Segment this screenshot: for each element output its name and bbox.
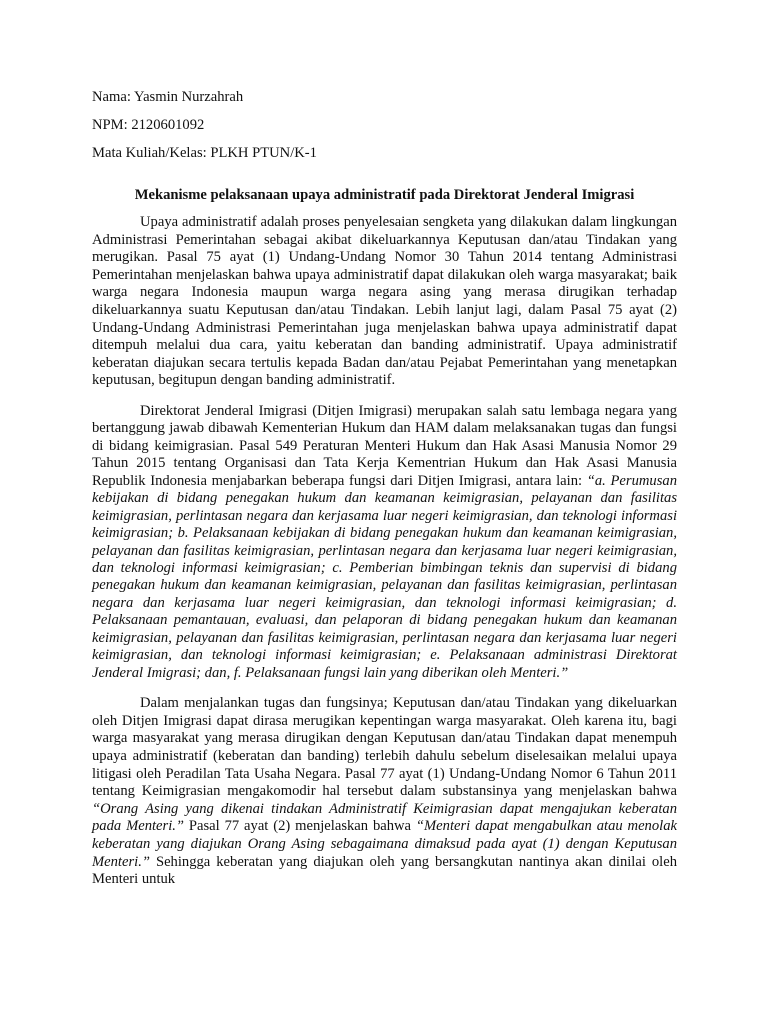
course-class: Mata Kuliah/Kelas: PLKH PTUN/K-1 bbox=[92, 145, 317, 161]
text-run: Sehingga keberatan yang diajukan oleh yang bersangkutan nantinya akan dinilai oleh Menteri untuk bbox=[92, 853, 677, 888]
paragraph-3 bbox=[92, 695, 677, 889]
text-run: Upaya administratif adalah proses penyelesaian sengketa yang dilakukan dalam lingkungan Administrasi Pemerintahan sebagai akibat dikeluarkannya Keputusan dan/atau Tindakan yang merugikan. Pasal 75 ayat (1) Undang-Undang Nomor 30 Tahun 2014 tentang Administrasi Pemerintahan menjelaskan bahwa upaya administratif dapat dilakukan oleh warga masyarakat; baik warga negara Indonesia maupun warga negara asing yang merasa dirugikan terhadap dikeluarkannya suatu Keputusan dan/atau Tindakan. Lebih lanjut lagi, dalam Pasal 75 ayat (2) Undang-Undang Administrasi Pemerintahan juga menjelaskan bahwa upaya administratif dapat ditempuh melalui dua cara, yaitu keberatan dan banding administratif. Upaya administratif keberatan diajukan secara tertulis kepada Badan dan/atau Pejabat Pemerintahan yang menetapkan keputusan, begitupun dengan banding administratif. bbox=[92, 214, 677, 389]
student-name: Nama: Yasmin Nurzahrah bbox=[92, 89, 244, 105]
italic-quote-run: “Menteri dapat mengabulkan atau menolak keberatan yang diajukan Orang Asing sebagaimana dimaksud pada ayat (1) dengan Keputusan Menteri.” bbox=[92, 818, 677, 870]
text-run: Dalam menjalankan tugas dan fungsinya; Keputusan dan/atau Tindakan yang dikeluarkan oleh Ditjen Imigrasi dapat dirasa merugikan kepentingan warga masyarakat. Oleh karena itu, bagi warga masyarakat yang merasa dirugikan dengan Keputusan dan/atau Tindakan dapat menempuh upaya administratif (keberatan dan banding) terlebih dahulu sebelum diselesaikan melalui upaya litigasi oleh Peradilan Tata Usaha Negara. Pasal 77 ayat (1) Undang-Undang Nomor 6 Tahun 2011 tentang Keimigrasian mengakomodir hal tersebut dalam substansinya yang menjelaskan bahwa bbox=[92, 695, 677, 800]
italic-quote-run: “a. Perumusan kebijakan di bidang penegakan hukum dan keamanan keimigrasian, pelayanan dan fasilitas keimigrasian, perlintasan negara dan kerjasama luar negeri keimigrasian, dan teknologi informasi keimigrasian; b. Pelaksanaan kebijakan di bidang penegakan hukum dan keamanan keimigrasian, pelayanan dan fasilitas keimigrasian, perlintasan negara dan kerjasama luar negeri keimigrasian, dan teknologi informasi keimigrasian; c. Pemberian bimbingan teknis dan supervisi di bidang penegakan hukum dan keamanan keimigrasian, pelayanan dan fasilitas keimigrasian, perlintasan negara dan kerjasama luar negeri keimigrasian, dan teknologi informasi keimigrasian; d. Pelaksanaan pemantauan, evaluasi, dan pelaporan di bidang penegakan hukum dan keamanan keimigrasian, pelayanan dan fasilitas keimigrasian, perlintasan negara dan kerjasama luar negeri keimigrasian, dan teknologi informasi keimigrasian; e. Pelaksanaan administrasi Direktorat Jenderal Imigrasi; dan, f. Pelaksanaan fungsi lain yang diberikan oleh Menteri.” bbox=[92, 472, 677, 681]
paragraph-1 bbox=[92, 214, 677, 390]
document-title: Mekanisme pelaksanaan upaya administratif pada Direktorat Jenderal Imigrasi bbox=[134, 187, 635, 203]
student-npm: NPM: 2120601092 bbox=[92, 117, 205, 133]
italic-quote-run: “Orang Asing yang dikenai tindakan Administratif Keimigrasian dapat mengajukan keberatan pada Menteri.” bbox=[92, 800, 677, 835]
paragraph-2 bbox=[92, 403, 677, 682]
text-run: Pasal 77 ayat (2) menjelaskan bahwa bbox=[184, 818, 416, 835]
text-run: Direktorat Jenderal Imigrasi (Ditjen Imigrasi) merupakan salah satu lembaga negara yang bertanggung jawab dibawah Kementerian Hukum dan HAM dalam melaksanakan tugas dan fungsi di bidang keimigrasian. Pasal 549 Peraturan Menteri Hukum dan Hak Asasi Manusia Nomor 29 Tahun 2015 tentang Organisasi dan Tata Kerja Kementrian Hukum dan Hak Asasi Manusia Republik Indonesia menjabarkan beberapa fungsi dari Ditjen Imigrasi, antara lain: bbox=[92, 402, 677, 489]
document-page bbox=[92, 89, 677, 889]
